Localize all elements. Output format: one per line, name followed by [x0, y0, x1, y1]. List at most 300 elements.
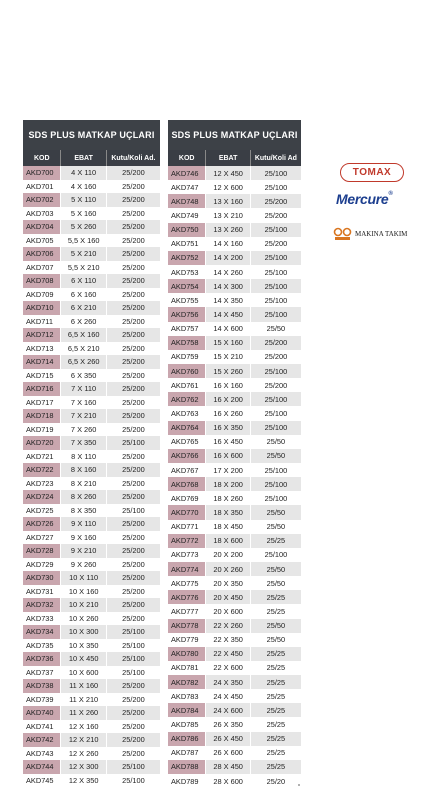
cell-kod: AKD731: [23, 585, 60, 599]
cell-kutu: 25/100: [250, 406, 301, 420]
decorative-dot: [298, 784, 300, 786]
table-row: [168, 336, 301, 350]
cell-ebat: 6 X 210: [60, 301, 105, 315]
table-row: [23, 747, 160, 761]
cell-ebat: 7 X 210: [60, 409, 105, 423]
cell-kutu: 25/200: [106, 193, 160, 207]
cell-ebat: 18 X 350: [205, 505, 249, 519]
cell-kod: AKD776: [168, 590, 205, 604]
cell-ebat: 20 X 600: [205, 604, 249, 618]
cell-kod: AKD703: [23, 207, 60, 221]
table-row: [23, 760, 160, 774]
cell-kutu: 25/50: [250, 449, 301, 463]
cell-ebat: 12 X 350: [60, 774, 105, 788]
cell-ebat: 26 X 450: [205, 732, 249, 746]
cell-kod: AKD721: [23, 450, 60, 464]
cell-kutu: 25/200: [106, 409, 160, 423]
cell-ebat: 5 X 160: [60, 207, 105, 221]
cell-ebat: 12 X 600: [205, 180, 249, 194]
cell-ebat: 16 X 260: [205, 406, 249, 420]
table-row: [168, 675, 301, 689]
table-row: [168, 392, 301, 406]
cell-kutu: 25/200: [106, 585, 160, 599]
cell-ebat: 8 X 350: [60, 504, 105, 518]
cell-kod: AKD735: [23, 639, 60, 653]
table-row: [168, 647, 301, 661]
cell-kutu: 25/200: [106, 733, 160, 747]
header-kutu: Kutu/Koli Ad.: [106, 150, 160, 166]
header-kod: KOD: [178, 154, 195, 162]
cell-kod: AKD772: [168, 534, 205, 548]
table-row: [168, 350, 301, 364]
table-row: [168, 406, 301, 420]
table-row: [168, 322, 301, 336]
table-row: [23, 463, 160, 477]
cell-ebat: 12 X 300: [60, 760, 105, 774]
cell-kutu: 25/200: [106, 247, 160, 261]
cell-kutu: 25/25: [250, 703, 301, 717]
cell-kutu: 25/100: [250, 251, 301, 265]
table-row: [23, 774, 160, 788]
table-row: [168, 223, 301, 237]
cell-kod: AKD700: [23, 166, 60, 180]
cell-kutu: 25/200: [106, 571, 160, 585]
table-row: [23, 490, 160, 504]
cell-ebat: 10 X 450: [60, 652, 105, 666]
cell-kod: AKD782: [168, 675, 205, 689]
table-row: [23, 652, 160, 666]
cell-kutu: 25/200: [106, 315, 160, 329]
table-row: [168, 717, 301, 731]
table-row: [23, 288, 160, 302]
cell-kutu: 25/200: [250, 194, 301, 208]
cell-kutu: 25/200: [106, 747, 160, 761]
cell-ebat: 10 X 210: [60, 598, 105, 612]
cell-kod: AKD783: [168, 689, 205, 703]
cell-kod: AKD770: [168, 505, 205, 519]
cell-ebat: 6 X 350: [60, 369, 105, 383]
cell-kod: AKD717: [23, 396, 60, 410]
table-row: [23, 571, 160, 585]
cell-kod: AKD788: [168, 760, 205, 774]
cell-kutu: 25/100: [250, 392, 301, 406]
cell-kod: AKD759: [168, 350, 205, 364]
cell-ebat: 8 X 110: [60, 450, 105, 464]
cell-kod: AKD775: [168, 576, 205, 590]
cell-kutu: 25/100: [250, 307, 301, 321]
table-row: [23, 598, 160, 612]
cell-kutu: 25/100: [106, 774, 160, 788]
table-row: [23, 625, 160, 639]
table-row: [23, 220, 160, 234]
table-row: [23, 409, 160, 423]
cell-kod: AKD726: [23, 517, 60, 531]
cell-ebat: 8 X 160: [60, 463, 105, 477]
cell-kod: AKD765: [168, 435, 205, 449]
cell-kutu: 25/200: [106, 450, 160, 464]
cell-kutu: 25/25: [250, 675, 301, 689]
cell-kod: AKD755: [168, 293, 205, 307]
cell-kod: AKD779: [168, 633, 205, 647]
cell-ebat: 18 X 260: [205, 491, 249, 505]
cell-kod: AKD745: [23, 774, 60, 788]
table-row: [23, 247, 160, 261]
cell-ebat: 28 X 600: [205, 774, 249, 788]
cell-ebat: 16 X 450: [205, 435, 249, 449]
cell-kod: AKD787: [168, 746, 205, 760]
cell-kutu: 25/200: [106, 612, 160, 626]
cell-kutu: 25/50: [250, 633, 301, 647]
table-body: [23, 166, 160, 787]
cell-kutu: 25/100: [250, 477, 301, 491]
cell-ebat: 5 X 260: [60, 220, 105, 234]
cell-kutu: 25/50: [250, 505, 301, 519]
cell-ebat: 8 X 260: [60, 490, 105, 504]
cell-kod: AKD722: [23, 463, 60, 477]
cell-kutu: 25/100: [106, 666, 160, 680]
table-row: [168, 576, 301, 590]
cell-kutu: 25/200: [106, 328, 160, 342]
cell-kutu: 25/200: [106, 342, 160, 356]
makina-logo-icon: [333, 227, 353, 241]
cell-kutu: 25/200: [106, 207, 160, 221]
cell-kutu: 25/200: [250, 237, 301, 251]
table-row: [168, 463, 301, 477]
cell-kod: AKD746: [168, 166, 205, 180]
cell-kod: AKD768: [168, 477, 205, 491]
cell-kod: AKD701: [23, 180, 60, 194]
table-header: [23, 150, 160, 166]
cell-kutu: 25/200: [106, 463, 160, 477]
table-row: [23, 720, 160, 734]
cell-kod: AKD777: [168, 604, 205, 618]
cell-ebat: 6,5 X 260: [60, 355, 105, 369]
cell-ebat: 7 X 260: [60, 423, 105, 437]
cell-kod: AKD724: [23, 490, 60, 504]
table-body: [168, 166, 301, 788]
cell-ebat: 24 X 600: [205, 703, 249, 717]
table-row: [168, 746, 301, 760]
cell-kod: AKD761: [168, 378, 205, 392]
table-title: SDS PLUS MATKAP UÇLARI: [23, 120, 160, 150]
cell-kod: AKD702: [23, 193, 60, 207]
table-row: [168, 619, 301, 633]
cell-ebat: 11 X 260: [60, 706, 105, 720]
cell-ebat: 15 X 160: [205, 336, 249, 350]
cell-kutu: 25/25: [250, 732, 301, 746]
cell-kutu: 25/200: [106, 382, 160, 396]
cell-kutu: 25/100: [250, 265, 301, 279]
cell-kod: AKD785: [168, 717, 205, 731]
cell-ebat: 11 X 160: [60, 679, 105, 693]
table-row: [23, 693, 160, 707]
cell-kutu: 25/100: [250, 166, 301, 180]
table-row: [168, 477, 301, 491]
cell-kutu: 25/200: [106, 598, 160, 612]
cell-kod: AKD728: [23, 544, 60, 558]
cell-ebat: 22 X 350: [205, 633, 249, 647]
cell-kutu: 25/200: [106, 517, 160, 531]
cell-ebat: 5 X 110: [60, 193, 105, 207]
cell-kod: AKD752: [168, 251, 205, 265]
cell-kutu: 25/200: [106, 720, 160, 734]
cell-kutu: 25/200: [106, 261, 160, 275]
makina-logo-text: MAKINA TAKIM: [355, 230, 408, 238]
table-row: [23, 355, 160, 369]
table-row: [168, 194, 301, 208]
cell-kod: AKD760: [168, 364, 205, 378]
table-row: [168, 237, 301, 251]
cell-kod: AKD742: [23, 733, 60, 747]
cell-kod: AKD773: [168, 548, 205, 562]
cell-kod: AKD704: [23, 220, 60, 234]
cell-ebat: 5 X 210: [60, 247, 105, 261]
cell-kod: AKD713: [23, 342, 60, 356]
cell-kod: AKD718: [23, 409, 60, 423]
cell-ebat: 10 X 600: [60, 666, 105, 680]
cell-ebat: 16 X 160: [205, 378, 249, 392]
table-row: [23, 544, 160, 558]
cell-ebat: 18 X 200: [205, 477, 249, 491]
table-row: [168, 534, 301, 548]
cell-kod: AKD716: [23, 382, 60, 396]
cell-ebat: 13 X 160: [205, 194, 249, 208]
cell-ebat: 14 X 450: [205, 307, 249, 321]
table-header: [168, 150, 301, 166]
cell-kod: AKD762: [168, 392, 205, 406]
makina-takim-logo: [333, 227, 407, 241]
table-row: [168, 364, 301, 378]
cell-kod: AKD714: [23, 355, 60, 369]
cell-ebat: 9 X 110: [60, 517, 105, 531]
cell-ebat: 12 X 210: [60, 733, 105, 747]
cell-ebat: 9 X 160: [60, 531, 105, 545]
cell-ebat: 26 X 600: [205, 746, 249, 760]
cell-kutu: 25/100: [250, 223, 301, 237]
cell-kutu: 25/50: [250, 562, 301, 576]
cell-kod: AKD763: [168, 406, 205, 420]
table-row: [23, 666, 160, 680]
table-row: [168, 689, 301, 703]
cell-kod: AKD781: [168, 661, 205, 675]
cell-ebat: 9 X 210: [60, 544, 105, 558]
cell-kod: AKD719: [23, 423, 60, 437]
cell-kod: AKD767: [168, 463, 205, 477]
cell-kutu: 25/200: [250, 336, 301, 350]
cell-ebat: 14 X 350: [205, 293, 249, 307]
table-row: [168, 293, 301, 307]
cell-ebat: 14 X 300: [205, 279, 249, 293]
table-row: [23, 639, 160, 653]
cell-ebat: 11 X 210: [60, 693, 105, 707]
cell-kod: AKD743: [23, 747, 60, 761]
cell-kod: AKD738: [23, 679, 60, 693]
right-product-table: [168, 120, 301, 788]
cell-kod: AKD756: [168, 307, 205, 321]
table-row: [23, 382, 160, 396]
table-row: [23, 315, 160, 329]
cell-kutu: 25/25: [250, 604, 301, 618]
table-row: [168, 520, 301, 534]
cell-kod: AKD764: [168, 421, 205, 435]
cell-kod: AKD708: [23, 274, 60, 288]
table-row: [168, 590, 301, 604]
table-row: [23, 504, 160, 518]
cell-kutu: 25/200: [106, 355, 160, 369]
table-row: [168, 661, 301, 675]
cell-kod: AKD753: [168, 265, 205, 279]
cell-ebat: 5,5 X 160: [60, 234, 105, 248]
table-row: [168, 449, 301, 463]
cell-kutu: 25/200: [106, 369, 160, 383]
cell-kutu: 25/100: [106, 504, 160, 518]
left-product-table: [23, 120, 160, 787]
cell-ebat: 6 X 110: [60, 274, 105, 288]
cell-kutu: 25/100: [250, 180, 301, 194]
table-row: [168, 548, 301, 562]
cell-kutu: 25/25: [250, 689, 301, 703]
table-row: [23, 679, 160, 693]
header-kutu: Kutu/Koli Ad: [250, 150, 301, 166]
cell-ebat: 24 X 450: [205, 689, 249, 703]
cell-ebat: 20 X 450: [205, 590, 249, 604]
table-row: [23, 436, 160, 450]
table-row: [168, 279, 301, 293]
cell-kod: AKD723: [23, 477, 60, 491]
cell-kod: AKD739: [23, 693, 60, 707]
cell-kutu: 25/200: [106, 288, 160, 302]
cell-kod: AKD749: [168, 208, 205, 222]
table-row: [23, 558, 160, 572]
cell-ebat: 7 X 350: [60, 436, 105, 450]
header-kod: KOD: [33, 154, 50, 162]
cell-kod: AKD730: [23, 571, 60, 585]
table-row: [23, 531, 160, 545]
cell-kutu: 25/200: [106, 396, 160, 410]
cell-ebat: 10 X 160: [60, 585, 105, 599]
cell-kod: AKD706: [23, 247, 60, 261]
cell-kutu: 25/100: [106, 639, 160, 653]
cell-ebat: 10 X 260: [60, 612, 105, 626]
cell-kod: AKD741: [23, 720, 60, 734]
cell-ebat: 26 X 350: [205, 717, 249, 731]
cell-ebat: 8 X 210: [60, 477, 105, 491]
mercure-logo-text: Mercure: [336, 191, 389, 207]
table-row: [168, 208, 301, 222]
table-row: [23, 166, 160, 180]
cell-kutu: 25/50: [250, 619, 301, 633]
cell-kod: AKD784: [168, 703, 205, 717]
cell-kod: AKD705: [23, 234, 60, 248]
table-row: [23, 396, 160, 410]
cell-ebat: 14 X 260: [205, 265, 249, 279]
cell-ebat: 5,5 X 210: [60, 261, 105, 275]
cell-kutu: 25/25: [250, 746, 301, 760]
table-row: [168, 166, 301, 180]
cell-kod: AKD709: [23, 288, 60, 302]
cell-kutu: 25/100: [250, 491, 301, 505]
cell-kod: AKD715: [23, 369, 60, 383]
table-row: [168, 505, 301, 519]
cell-ebat: 22 X 450: [205, 647, 249, 661]
cell-kutu: 25/25: [250, 760, 301, 774]
cell-kod: AKD774: [168, 562, 205, 576]
cell-ebat: 20 X 260: [205, 562, 249, 576]
table-row: [23, 274, 160, 288]
cell-ebat: 4 X 110: [60, 166, 105, 180]
table-row: [168, 703, 301, 717]
cell-ebat: 16 X 600: [205, 449, 249, 463]
header-ebat: EBAT: [60, 150, 105, 166]
table-row: [23, 328, 160, 342]
table-row: [168, 378, 301, 392]
cell-kutu: 25/200: [250, 378, 301, 392]
cell-kod: AKD771: [168, 520, 205, 534]
cell-kutu: 25/50: [250, 576, 301, 590]
table-row: [168, 604, 301, 618]
table-row: [23, 180, 160, 194]
cell-kutu: 25/200: [106, 490, 160, 504]
cell-kutu: 25/200: [106, 679, 160, 693]
table-row: [23, 733, 160, 747]
table-row: [168, 421, 301, 435]
table-row: [168, 491, 301, 505]
cell-kod: AKD750: [168, 223, 205, 237]
cell-kod: AKD769: [168, 491, 205, 505]
cell-kod: AKD740: [23, 706, 60, 720]
table-row: [168, 732, 301, 746]
cell-ebat: 17 X 200: [205, 463, 249, 477]
cell-ebat: 14 X 160: [205, 237, 249, 251]
cell-ebat: 4 X 160: [60, 180, 105, 194]
cell-ebat: 6 X 260: [60, 315, 105, 329]
table-row: [168, 562, 301, 576]
cell-kutu: 25/200: [106, 166, 160, 180]
table-row: [23, 301, 160, 315]
table-row: [168, 435, 301, 449]
cell-ebat: 10 X 110: [60, 571, 105, 585]
cell-kutu: 25/200: [106, 220, 160, 234]
cell-kod: AKD734: [23, 625, 60, 639]
cell-kutu: 25/200: [106, 234, 160, 248]
table-row: [23, 193, 160, 207]
cell-ebat: 22 X 600: [205, 661, 249, 675]
cell-kutu: 25/25: [250, 647, 301, 661]
cell-kutu: 25/50: [250, 435, 301, 449]
cell-kod: AKD747: [168, 180, 205, 194]
table-row: [23, 612, 160, 626]
table-row: [168, 265, 301, 279]
cell-kod: AKD711: [23, 315, 60, 329]
cell-ebat: 22 X 260: [205, 619, 249, 633]
cell-kod: AKD780: [168, 647, 205, 661]
cell-ebat: 14 X 600: [205, 322, 249, 336]
table-row: [23, 369, 160, 383]
cell-kod: AKD786: [168, 732, 205, 746]
table-row: [23, 706, 160, 720]
cell-ebat: 10 X 350: [60, 639, 105, 653]
cell-kutu: 25/100: [250, 364, 301, 378]
table-row: [168, 633, 301, 647]
cell-kod: AKD737: [23, 666, 60, 680]
cell-ebat: 9 X 260: [60, 558, 105, 572]
table-row: [23, 450, 160, 464]
table-row: [168, 774, 301, 788]
cell-kutu: 25/100: [250, 463, 301, 477]
cell-kod: AKD712: [23, 328, 60, 342]
table-row: [168, 307, 301, 321]
table-title: SDS PLUS MATKAP UÇLARI: [168, 120, 301, 150]
